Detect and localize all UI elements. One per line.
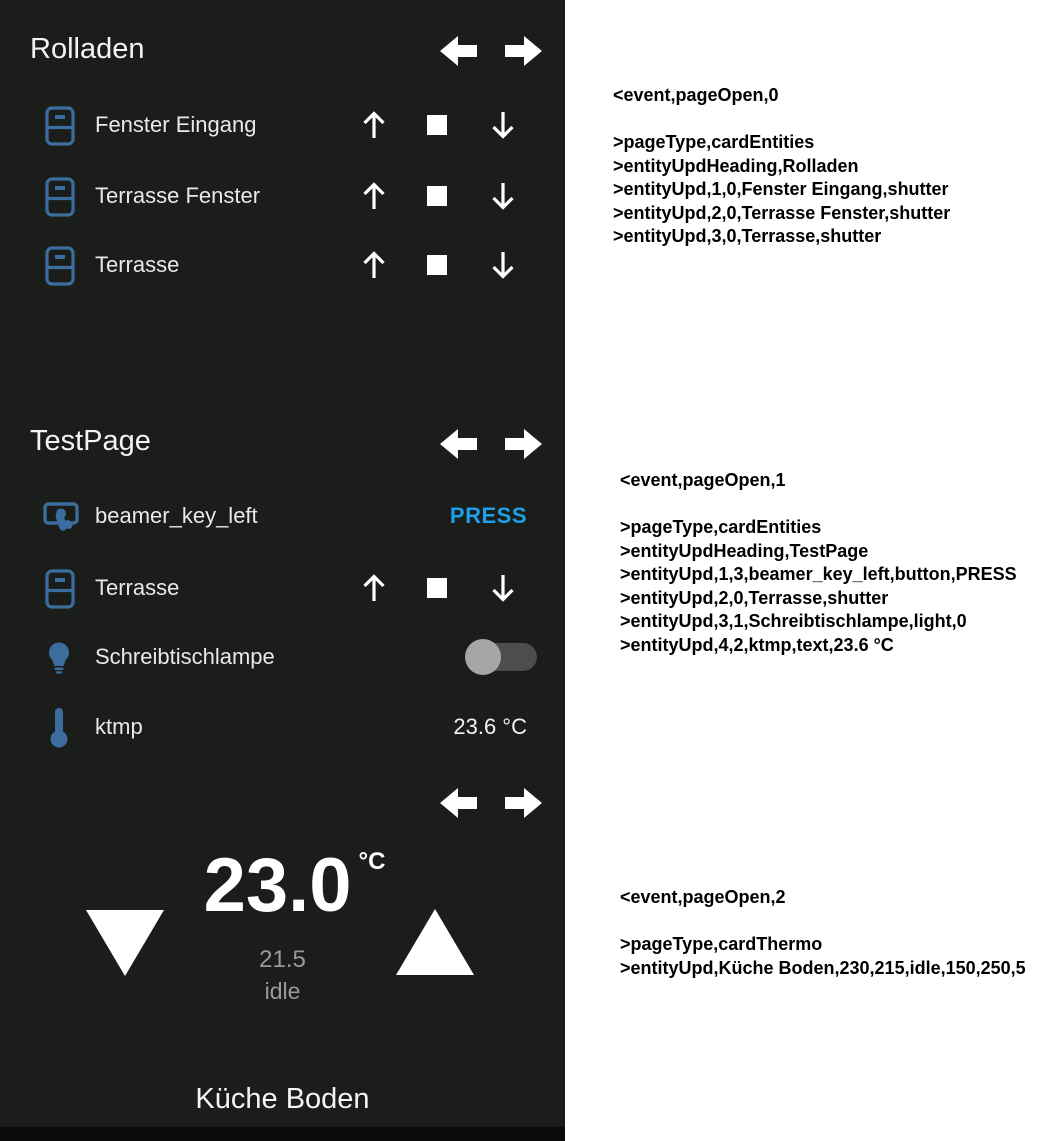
entity-row [0, 553, 565, 623]
nav-next-button[interactable] [505, 427, 543, 461]
lightbulb-icon [46, 642, 72, 674]
log-line: >entityUpdHeading,Rolladen [613, 155, 859, 176]
cover-up-button[interactable] [361, 110, 387, 140]
light-toggle-switch[interactable] [465, 639, 537, 675]
cover-down-button[interactable] [490, 110, 516, 140]
cover-down-button[interactable] [490, 181, 516, 211]
thermometer-icon [48, 706, 70, 748]
entity-name: Fenster Eingang [95, 112, 257, 137]
arrow-left-icon [440, 786, 478, 820]
log-line: >entityUpd,1,0,Fenster Eingang,shutter [613, 179, 949, 199]
cover-down-button[interactable] [490, 573, 516, 603]
entity-name: Terrasse Fenster [95, 183, 261, 208]
nav-prev-button[interactable] [440, 427, 478, 461]
setpoint-value: 21.5 [259, 946, 306, 973]
nav-prev-button[interactable] [440, 34, 478, 68]
log-line: >entityUpd,1,3,beamer_key_left,button,PRESS [620, 564, 1017, 584]
log-line: >entityUpdHeading,TestPage [620, 540, 869, 561]
entity-name: Schreibtischlampe [95, 644, 275, 669]
press-button[interactable]: PRESS [449, 503, 527, 528]
cover-up-button[interactable] [361, 181, 387, 211]
entity-name: beamer_key_left [95, 503, 258, 528]
log-line: >entityUpd,Küche Boden,230,215,idle,150,250,5 [620, 957, 1026, 978]
log-line: <event,pageOpen,1 [620, 470, 786, 490]
nav-prev-button[interactable] [440, 786, 478, 820]
log-line: >entityUpd,2,0,Terrasse Fenster,shutter [613, 202, 951, 223]
log-line: >pageType,cardEntities [620, 517, 822, 537]
protocol-log-block [620, 469, 1017, 657]
panel-bottom-bezel [0, 1127, 565, 1141]
toggle-knob [465, 639, 501, 675]
log-line: >entityUpd,3,1,Schreibtischlampe,light,0 [620, 611, 967, 631]
sensor-value: 23.6 °C [453, 714, 527, 739]
log-line: >entityUpd,3,0,Terrasse,shutter [613, 226, 882, 246]
entity-name: Terrasse [95, 252, 180, 277]
protocol-log-block [620, 886, 1026, 980]
protocol-log-block [613, 84, 950, 249]
arrow-left-icon [440, 34, 478, 68]
entity-row [0, 230, 565, 300]
entity-row [0, 481, 565, 551]
gesture-tap-button-icon [42, 500, 80, 534]
log-line: >entityUpd,4,2,ktmp,text,23.6 °C [620, 634, 894, 655]
log-line: >pageType,cardEntities [613, 132, 815, 152]
page-title: TestPage [30, 425, 151, 457]
window-shutter-icon [45, 106, 75, 146]
nav-next-button[interactable] [505, 786, 543, 820]
log-line: >entityUpd,2,0,Terrasse,shutter [620, 587, 889, 608]
window-shutter-icon [45, 246, 75, 286]
arrow-right-icon [505, 786, 543, 820]
entity-name: ktmp [95, 714, 143, 739]
window-shutter-icon [45, 177, 75, 217]
current-temperature-value: 23.0 [203, 843, 352, 928]
thermostat-title: Küche Boden [195, 1083, 370, 1115]
cover-down-button[interactable] [490, 250, 516, 280]
entity-row [0, 692, 565, 762]
log-line: >pageType,cardThermo [620, 934, 823, 954]
entity-row [0, 161, 565, 231]
hvac-state: idle [264, 978, 301, 1004]
temperature-unit: °C [358, 848, 386, 875]
cover-stop-button[interactable] [427, 255, 447, 275]
cover-stop-button[interactable] [427, 115, 447, 135]
nav-next-button[interactable] [505, 34, 543, 68]
log-line: <event,pageOpen,2 [620, 887, 786, 907]
cover-up-button[interactable] [361, 573, 387, 603]
page-title: Rolladen [30, 33, 145, 65]
cover-stop-button[interactable] [427, 186, 447, 206]
cover-up-button[interactable] [361, 250, 387, 280]
arrow-right-icon [505, 34, 543, 68]
entity-row [0, 90, 565, 160]
window-shutter-icon [45, 569, 75, 609]
arrow-left-icon [440, 427, 478, 461]
log-line: <event,pageOpen,0 [613, 85, 779, 105]
cover-stop-button[interactable] [427, 578, 447, 598]
entity-row [0, 622, 565, 692]
arrow-right-icon [505, 427, 543, 461]
entity-name: Terrasse [95, 575, 180, 600]
